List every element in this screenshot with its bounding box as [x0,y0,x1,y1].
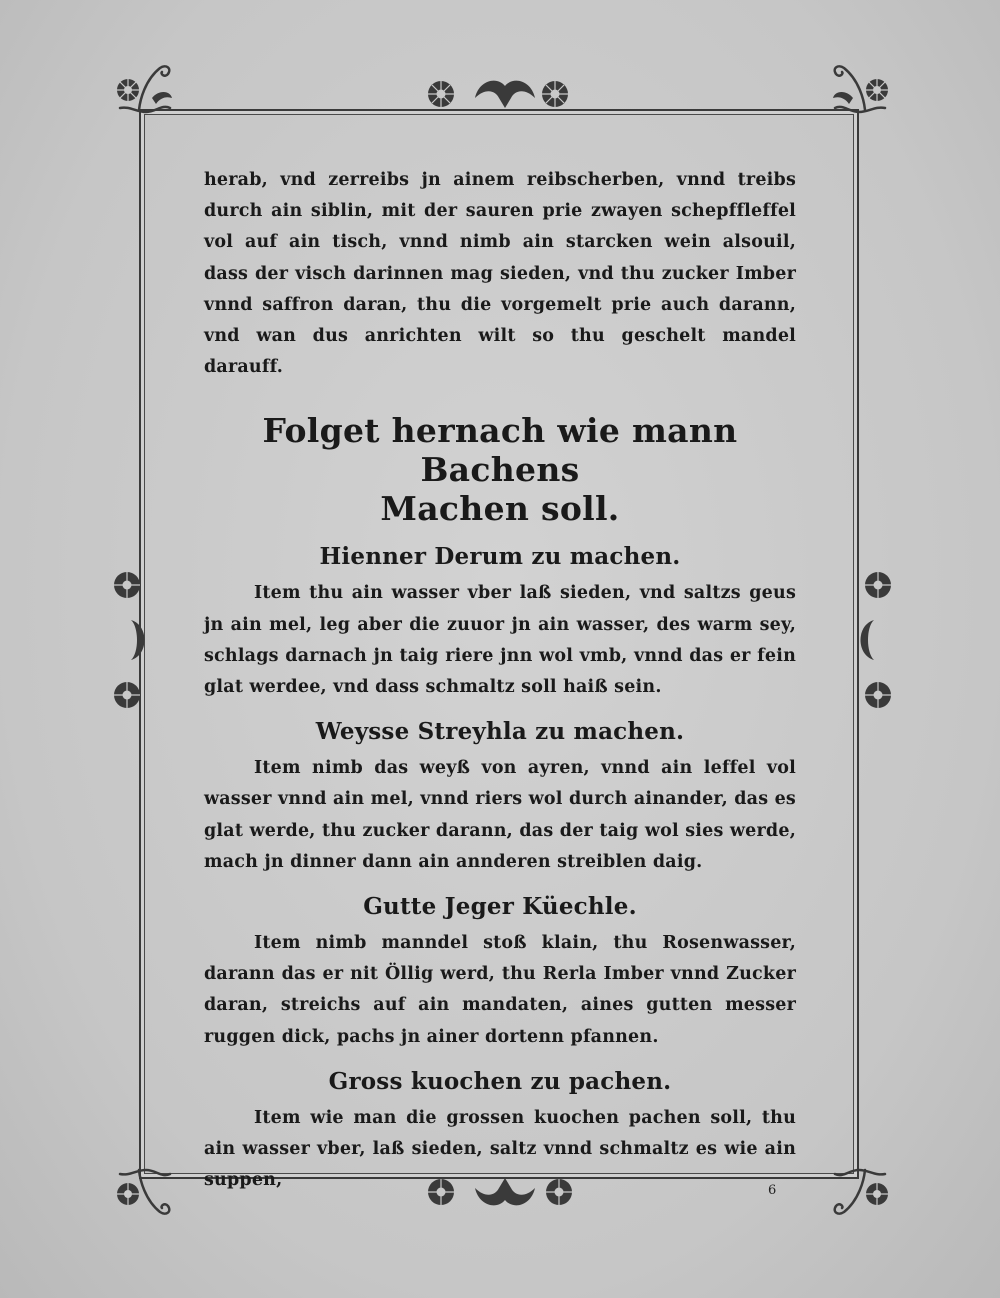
section-heading-line-2: Machen soll. [380,489,620,529]
recipe-title: Gutte Jeger Küechle. [363,893,637,921]
rosette-icon [425,72,585,114]
page-content [204,165,796,1196]
recipe-text: Item thu ain wasser vber laß sieden, vnd saltzs geus jn ain mel, leg aber die zuuor jn ain wasser, des warm sey, schlags darnach jn taig riere jnn wol vmb, vnnd das er fein glat werdee, vnd dass schmaltz soll haiß sein. [204,583,796,698]
scroll-leaf-icon [105,565,155,715]
recipe-title: Hienner Derum zu machen. [319,543,681,571]
section-heading-line-1: Folget hernach wie mann Bachens [262,411,738,490]
corner-flourish-icon [100,60,190,130]
recipe-title: Weysse Streyhla zu machen. [315,718,685,746]
recipe-title: Gross kuochen zu pachen. [328,1067,672,1095]
corner-flourish-icon [815,60,905,130]
section-heading [204,411,796,528]
recipe-text: Item wie man die grossen kuochen pachen soll, thu ain wasser vber, laß sieden, saltz vnnd schmaltz es wie ain suppen, [204,1107,796,1191]
corner-flourish-icon [100,1150,190,1230]
recipe-text: Item nimb das weyß von ayren, vnnd ain leffel vol wasser vnnd ain mel, vnnd riers wol durch ainander, das es glat werde, thu zucker darann, das der taig wol sies werde, mach jn dinner dann ain annderen streiblen daig. [204,758,796,872]
intro-paragraph: herab, vnd zerreibs jn ainem reibscherben, vnnd treibs durch ain siblin, mit der sauren prie zwayen schepffleffel vol auf ain tisch, vnnd nimb ain starcken wein alsouil, dass der visch darinnen mag sieden, vnd thu zucker Imber vnnd saffron daran, thu die vorgemelt prie auch darann, vnd wan dus anrichten wilt so thu geschelt mandel darauff. [204,170,796,378]
page-number: 6 [768,1183,777,1198]
corner-flourish-icon [815,1150,905,1230]
recipe-text: Item nimb manndel stoß klain, thu Rosenwasser, darann das er nit Öllig werd, thu Rerla Imber vnnd Zucker daran, streichs auf ain mandaten, aines gutten messer ruggen dick, pachs jn ainer dortenn pfannen. [204,933,796,1047]
scroll-leaf-icon [850,565,900,715]
